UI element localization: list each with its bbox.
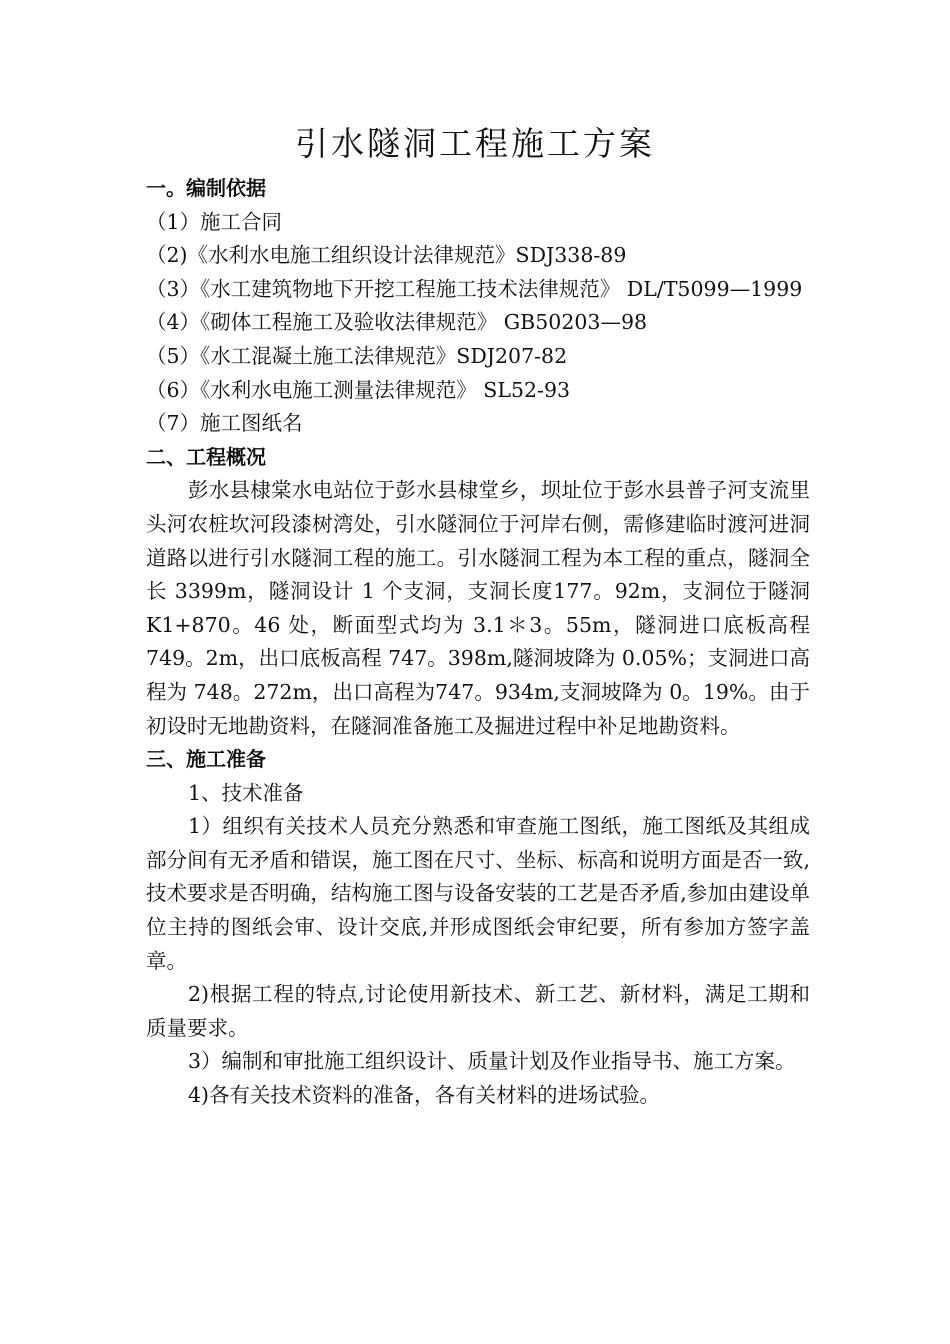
basis-item: （2)《水利水电施工组织设计法律规范》SDJ338-89	[146, 243, 627, 268]
overview-paragraph: 彭水县棣棠水电站位于彭水县棣堂乡，坝址位于彭水县普子河支流里头河农桩坎河段漆树湾处，引水隧洞位于河岸右侧，需修建临时渡河进洞道路以进行引水隧洞工程的施工。引水隧洞工程为本工程的重点，隧洞全长 3399m，隧洞设计 1 个支洞，支洞长度177。92m，支洞位于隧洞 K1+870。46 处，断面型式均为 3.1＊3。55m，隧洞进口底板高程 749。2m，出口底板高程 747。398m,隧洞坡降为 0.05%；支洞进口高程为 748。272m，出口高程为747。934m,支洞坡降为 0。19%。由于初设时无地勘资料，在隧洞准备施工及掘进过程中补足地勘资料。	[146, 478, 810, 738]
preparation-paragraph: 1）组织有关技术人员充分熟悉和审查施工图纸，施工图纸及其组成部分间有无矛盾和错误，施工图在尺寸、坐标、标高和说明方面是否一致,技术要求是否明确，结构施工图与设备安装的工艺是否矛盾,参加由建设单位主持的图纸会审、设计交底,并形成图纸会审纪要，所有参加方签字盖章。	[146, 814, 810, 973]
document-body	[146, 172, 810, 1113]
subheading-technical-preparation: 1、技术准备	[188, 780, 304, 805]
basis-item: （1）施工合同	[146, 209, 283, 234]
section-heading-basis: 一。编制依据	[146, 176, 266, 200]
basis-item: （5）《水工混凝土施工法律规范》SDJ207-82	[146, 343, 568, 368]
basis-item: （6）《水利水电施工测量法律规范》 SL52-93	[146, 377, 571, 402]
basis-item: （4）《砌体工程施工及验收法律规范》 GB50203—98	[146, 310, 648, 335]
basis-item: （3）《水工建筑物地下开挖工程施工技术法律规范》 DL/T5099—1999	[146, 276, 803, 301]
basis-item: （7）施工图纸名	[146, 411, 303, 436]
preparation-paragraph: 3）编制和审批施工组织设计、质量计划及作业指导书、施工方案。	[188, 1049, 796, 1074]
section-heading-preparation: 三、施工准备	[146, 747, 266, 772]
section-heading-overview: 二、工程概况	[146, 444, 266, 469]
document-title: 引水隧洞工程施工方案	[295, 124, 655, 163]
preparation-paragraph: 4)各有关技术资料的准备，各有关材料的进场试验。	[188, 1083, 661, 1108]
preparation-paragraph: 2)根据工程的特点,讨论使用新技术、新工艺、新材料，满足工期和质量要求。	[146, 982, 810, 1040]
